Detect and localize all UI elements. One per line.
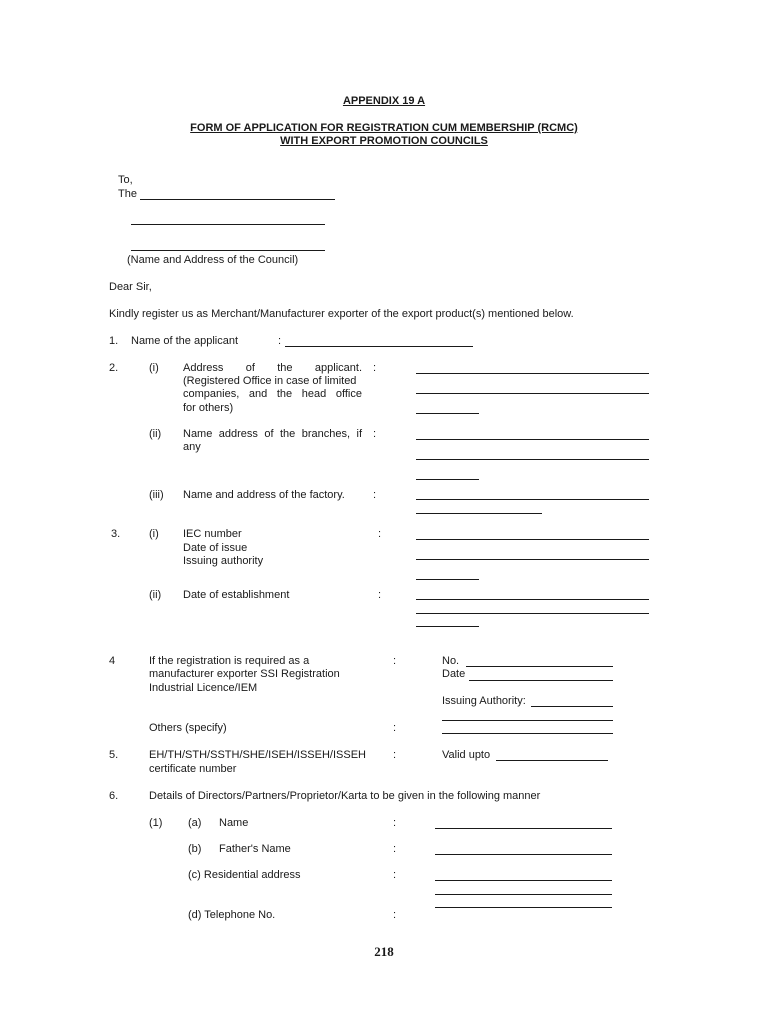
establishment-field-2[interactable] [416, 613, 649, 614]
item4-line1: If the registration is required as a [149, 655, 310, 667]
iec-field-1[interactable] [416, 539, 649, 540]
item2-ii-sub: (ii) [149, 428, 162, 440]
address-field-1[interactable] [416, 373, 649, 374]
item2-ii-colon: : [373, 428, 377, 440]
establishment-field-3[interactable] [416, 626, 479, 627]
item2-i-colon: : [373, 362, 377, 374]
residential-address-field-1[interactable] [435, 880, 612, 881]
item5-number: 5. [109, 749, 119, 761]
father-name-field[interactable] [435, 854, 612, 855]
item1-label: Name of the applicant [131, 335, 239, 347]
council-caption: (Name and Address of the Council) [127, 254, 299, 266]
item5-valid-label: Valid upto [442, 749, 491, 761]
item2-iii-label: Name and address of the factory. [183, 489, 345, 501]
factory-field-1[interactable] [416, 499, 649, 500]
item2-i-line2: (Registered Office in case of limited [183, 375, 357, 387]
item2-iii-colon: : [373, 489, 377, 501]
item2-iii-sub: (iii) [149, 489, 164, 501]
item4-others-colon: : [393, 722, 397, 734]
factory-field-2[interactable] [416, 513, 542, 514]
item5-line2: certificate number [149, 763, 237, 775]
item3-i-line3: Issuing authority [183, 555, 264, 567]
item6-a-label: Name [219, 817, 249, 829]
item6-b-label: Father's Name [219, 843, 291, 855]
item3-i-line1: IEC number [183, 528, 242, 540]
iec-field-2[interactable] [416, 559, 649, 560]
item3-i-line2: Date of issue [183, 542, 248, 554]
council-address-field-2[interactable] [131, 250, 325, 251]
item1-number: 1. [109, 335, 119, 347]
residential-address-field-3[interactable] [435, 907, 612, 908]
item2-ii-line1: Name address of the branches, if [183, 428, 362, 440]
applicant-name-field[interactable] [285, 346, 473, 347]
item6-c-label: (c) Residential address [188, 869, 301, 881]
issuing-authority-field-1[interactable] [531, 706, 613, 707]
branches-field-2[interactable] [416, 459, 649, 460]
page-number: 218 [374, 944, 394, 959]
item4-issuing-label: Issuing Authority: [442, 695, 526, 707]
item4-others-label: Others (specify) [149, 722, 227, 734]
issuing-authority-field-2[interactable] [442, 720, 613, 721]
item2-i-sub: (i) [149, 362, 159, 374]
item6-b-sub: (b) [188, 843, 202, 855]
item2-number: 2. [109, 362, 119, 374]
item3-i-colon: : [378, 528, 382, 540]
council-name-field[interactable] [140, 199, 335, 200]
item5-line1: EH/TH/STH/SSTH/SHE/ISEH/ISSEH/ISSEH [149, 749, 366, 761]
council-address-field-1[interactable] [131, 224, 325, 225]
establishment-field-1[interactable] [416, 599, 649, 600]
item6-a-colon: : [393, 817, 397, 829]
item6-c-colon: : [393, 869, 397, 881]
item6-d-label: (d) Telephone No. [188, 909, 276, 921]
residential-address-field-2[interactable] [435, 894, 612, 895]
salutation: Dear Sir, [109, 281, 152, 293]
item4-line2: manufacturer exporter SSI Registration [149, 668, 340, 680]
item3-ii-label: Date of establishment [183, 589, 290, 601]
item6-label: Details of Directors/Partners/Proprietor/Karta to be given in the following manner [149, 790, 541, 802]
form-title-line2: WITH EXPORT PROMOTION COUNCILS [280, 135, 488, 147]
item2-i-line4: for others) [183, 402, 234, 414]
form-title-line1: FORM OF APPLICATION FOR REGISTRATION CUM MEMBERSHIP (RCMC) [190, 122, 578, 134]
item4-date-label: Date [442, 668, 466, 680]
item4-line3: Industrial Licence/IEM [149, 682, 258, 694]
branches-field-3[interactable] [416, 479, 479, 480]
address-field-2[interactable] [416, 393, 649, 394]
item5-colon: : [393, 749, 397, 761]
item2-ii-line2: any [183, 441, 201, 453]
branches-field-1[interactable] [416, 439, 649, 440]
item3-ii-sub: (ii) [149, 589, 162, 601]
the-label: The [118, 188, 137, 200]
item6-sub1: (1) [149, 817, 163, 829]
item4-no-label: No. [442, 655, 460, 667]
item3-i-sub: (i) [149, 528, 159, 540]
item6-a-sub: (a) [188, 817, 202, 829]
appendix-heading: APPENDIX 19 A [342, 95, 426, 107]
valid-upto-field[interactable] [496, 760, 608, 761]
ssi-number-field[interactable] [466, 666, 613, 667]
item3-number: 3. [111, 528, 121, 540]
item2-i-line3: companies, and the head office [183, 388, 362, 400]
item3-ii-colon: : [378, 589, 382, 601]
address-field-3[interactable] [416, 413, 479, 414]
item4-colon: : [393, 655, 397, 667]
intro-text: Kindly register us as Merchant/Manufacturer exporter of the export product(s) mentioned below. [109, 308, 574, 320]
item6-d-colon: : [393, 909, 397, 921]
director-name-field[interactable] [435, 828, 612, 829]
item6-number: 6. [109, 790, 119, 802]
item2-i-line1: Address of the applicant. [183, 362, 362, 374]
to-label: To, [118, 174, 133, 186]
ssi-date-field[interactable] [469, 680, 613, 681]
item6-b-colon: : [393, 843, 397, 855]
iec-field-3[interactable] [416, 579, 479, 580]
others-field[interactable] [442, 733, 613, 734]
item1-colon: : [278, 335, 282, 347]
item4-number: 4 [109, 655, 116, 667]
